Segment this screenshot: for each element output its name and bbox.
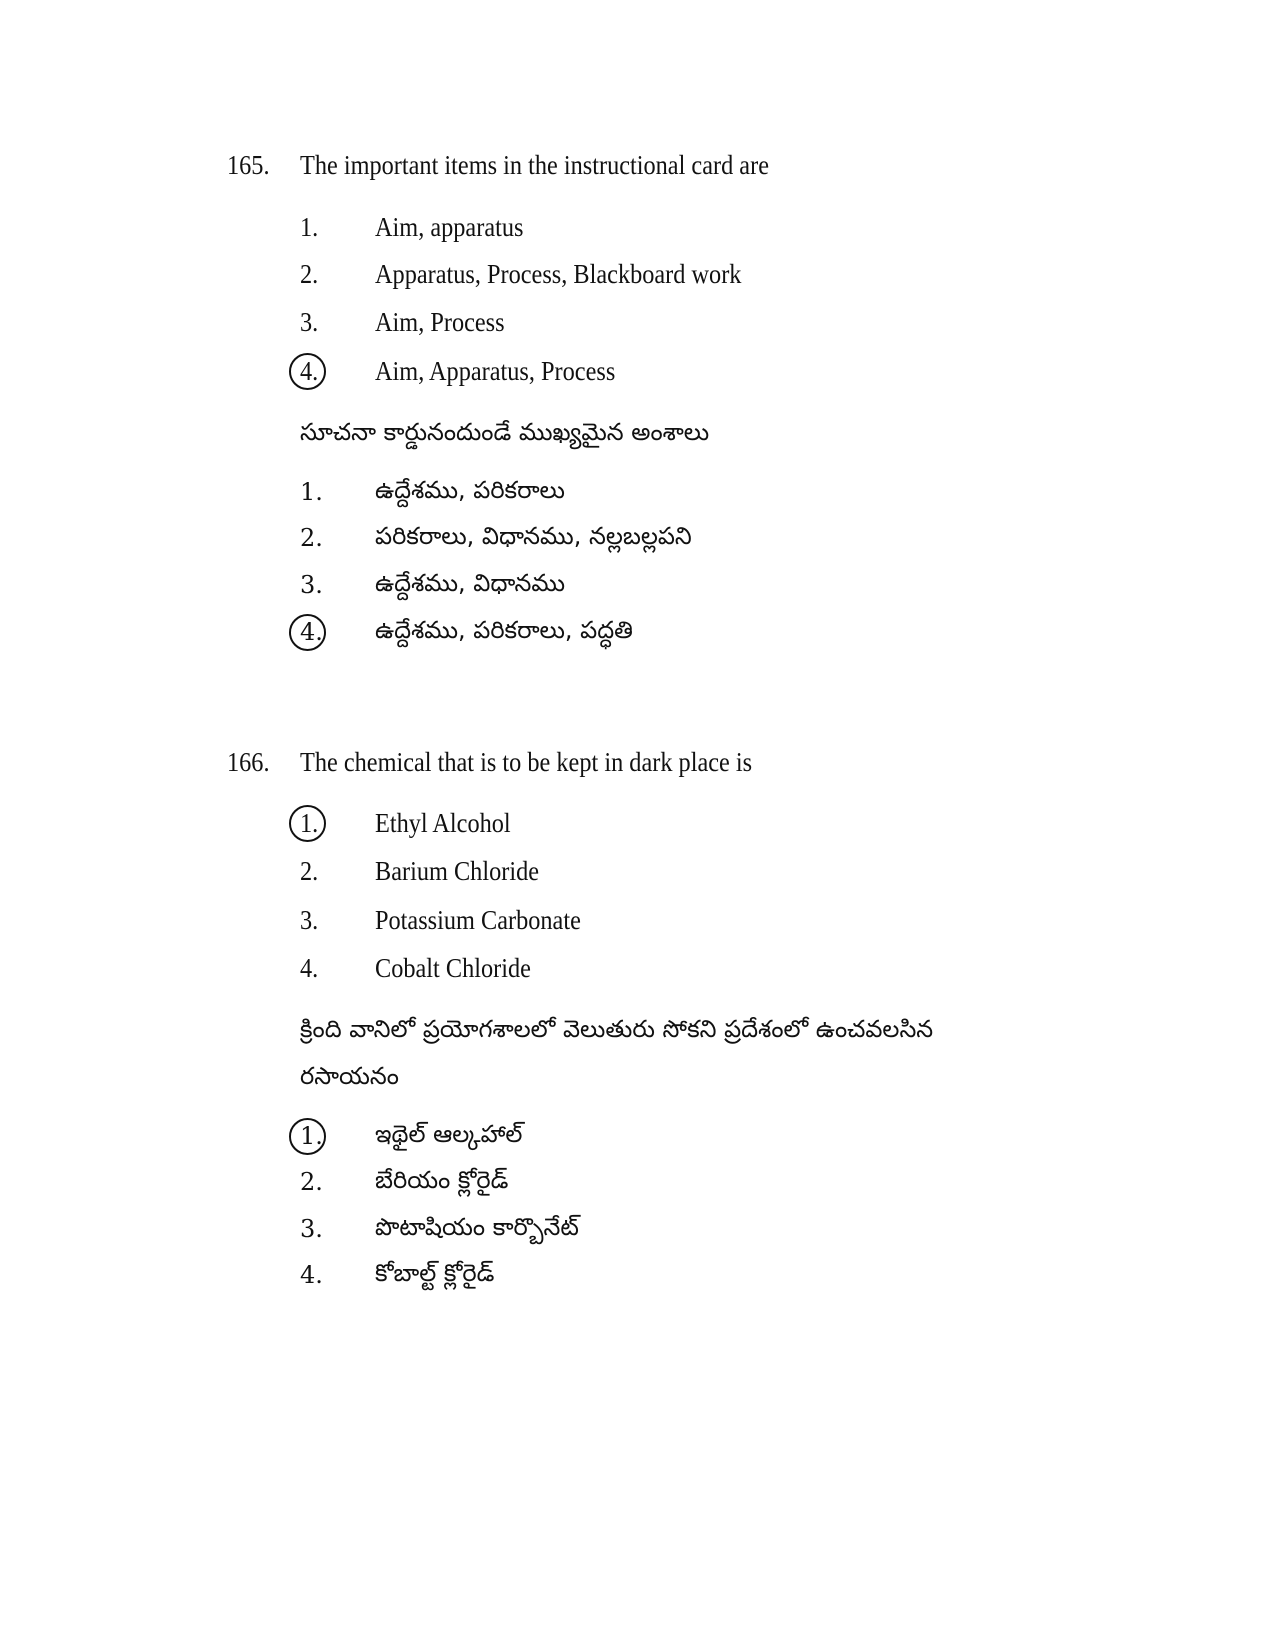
question-number: 166.: [227, 747, 270, 777]
telugu-option-text: పరికరాలు, విధానము, నల్లబల్లపని: [375, 522, 692, 550]
option-number: 3.: [300, 571, 323, 599]
option-number: 2.: [300, 524, 323, 552]
question-text: The chemical that is to be kept in dark place is: [300, 747, 753, 777]
telugu-option-text: కోబాల్ట్ క్లోరైడ్: [375, 1259, 495, 1287]
option-text: Aim, Process: [375, 307, 505, 337]
telugu-question-text: సూచనా కార్డునందుండే ముఖ్యమైన అంశాలు: [300, 418, 710, 446]
telugu-option-text: ఉద్దేశము, పరికరాలు, పద్ధతి: [375, 616, 633, 644]
telugu-option-text: ఇథైల్ ఆల్కహాల్: [375, 1120, 523, 1148]
telugu-option-text: పొటాషియం కార్బొనేట్: [375, 1213, 579, 1241]
option-text: Ethyl Alcohol: [375, 808, 511, 838]
option-text: Aim, apparatus: [375, 212, 524, 242]
option-number: 3.: [300, 1215, 323, 1243]
option-text: Potassium Carbonate: [375, 905, 581, 935]
option-number: 3.: [300, 905, 319, 935]
option-number: 3.: [300, 307, 319, 337]
option-number: 4.: [300, 618, 323, 646]
telugu-option-text: ఉద్దేశము, విధానము: [375, 569, 566, 597]
telugu-question-text: రసాయనం: [300, 1062, 399, 1090]
option-number: 1.: [300, 478, 323, 506]
option-number: 2.: [300, 259, 319, 289]
option-number: 1.: [300, 1122, 323, 1150]
option-text: Cobalt Chloride: [375, 953, 531, 983]
telugu-question-text: క్రింది వానిలో ప్రయోగశాలలో వెలుతురు సోకని ప్రదేశంలో ఉంచవలసిన: [300, 1015, 934, 1043]
option-number: 2.: [300, 1168, 323, 1196]
option-text: Aim, Apparatus, Process: [375, 356, 616, 386]
option-number: 1.: [300, 212, 319, 242]
option-number: 1.: [300, 808, 319, 838]
option-number: 2.: [300, 856, 319, 886]
option-number: 4.: [300, 1261, 323, 1289]
option-number: 4.: [300, 953, 319, 983]
option-text: Apparatus, Process, Blackboard work: [375, 259, 742, 289]
telugu-option-text: ఉద్దేశము, పరికరాలు: [375, 476, 565, 504]
option-number: 4.: [300, 356, 319, 386]
question-text: The important items in the instructional card are: [300, 150, 769, 180]
telugu-option-text: బేరియం క్లోరైడ్: [375, 1166, 509, 1194]
option-text: Barium Chloride: [375, 856, 540, 886]
question-number: 165.: [227, 150, 270, 180]
